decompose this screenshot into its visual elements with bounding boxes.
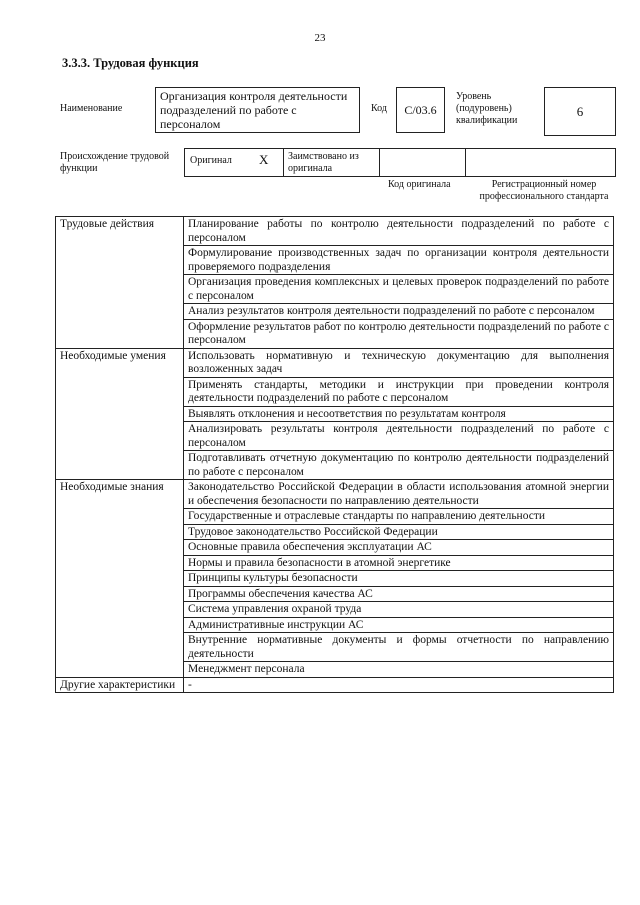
- category-cell: Трудовые действия: [56, 217, 184, 349]
- table-row: [56, 480, 614, 509]
- item-cell: Программы обеспечения качества АС: [184, 586, 614, 602]
- item-cell: Система управления охраной труда: [184, 602, 614, 618]
- item-cell: -: [184, 677, 614, 693]
- reg-number-label: Регистрационный номер профессионального стандарта: [479, 179, 609, 202]
- item-cell: Выявлять отклонения и несоответствия по результатам контроля: [184, 406, 614, 422]
- item-cell: Анализ результатов контроля деятельности подразделений по работе с персоналом: [184, 304, 614, 320]
- item-cell: Формулирование производственных задач по организации контроля деятельности проверяемого подразделения: [184, 246, 614, 275]
- item-cell: Трудовое законодательство Российской Федерации: [184, 524, 614, 540]
- item-cell: Использовать нормативную и техническую документацию для выполнения возложенных задач: [184, 348, 614, 377]
- item-cell: Государственные и отраслевые стандарты по направлению деятельности: [184, 509, 614, 525]
- code-original-label: Код оригинала: [388, 179, 451, 190]
- table-row: [56, 348, 614, 377]
- level-field: 6: [544, 87, 616, 136]
- item-cell: Планирование работы по контролю деятельности подразделений по работе с персоналом: [184, 217, 614, 246]
- code-field: С/03.6: [396, 87, 445, 133]
- item-cell: Основные правила обеспечения эксплуатации АС: [184, 540, 614, 556]
- item-cell: Применять стандарты, методики и инструкции при проведении контроля деятельности подразделений по работе с персоналом: [184, 377, 614, 406]
- function-name-field: Организация контроля деятельности подразделений по работе с персоналом: [155, 87, 360, 133]
- item-cell: Внутренние нормативные документы и формы отчетности по направлению деятельности: [184, 633, 614, 662]
- original-label: Оригинал: [190, 155, 232, 166]
- item-cell: Менеджмент персонала: [184, 662, 614, 678]
- category-cell: Необходимые умения: [56, 348, 184, 480]
- code-original-cell: [379, 148, 466, 177]
- name-label: Наименование: [60, 103, 123, 114]
- item-cell: Административные инструкции АС: [184, 617, 614, 633]
- category-cell: Другие характеристики: [56, 677, 184, 693]
- labor-function-table: [55, 216, 614, 693]
- item-cell: Анализировать результаты контроля деятельности подразделений по работе с персоналом: [184, 422, 614, 451]
- code-label: Код: [371, 103, 387, 114]
- section-title: 3.3.3. Трудовая функция: [62, 56, 199, 70]
- borrowed-label: Заимствовано из оригинала: [288, 151, 359, 174]
- item-cell: Законодательство Российской Федерации в области использования атомной энергии и обеспечения безопасности по направлению деятельности: [184, 480, 614, 509]
- reg-number-cell: [465, 148, 616, 177]
- table-row: [56, 217, 614, 246]
- item-cell: Организация проведения комплексных и целевых проверок подразделений по работе с персоналом: [184, 275, 614, 304]
- origin-label: Происхождение трудовой функции: [60, 151, 170, 174]
- category-cell: Необходимые знания: [56, 480, 184, 678]
- page-number: 23: [314, 32, 326, 44]
- item-cell: Оформление результатов работ по контролю деятельности подразделений по работе с персоналом: [184, 319, 614, 348]
- item-cell: Принципы культуры безопасности: [184, 571, 614, 587]
- table-row: [56, 677, 614, 693]
- original-mark: X: [259, 152, 269, 167]
- item-cell: Подготавливать отчетную документацию по контролю деятельности подразделений по работе с персоналом: [184, 451, 614, 480]
- level-label: Уровень (подуровень) квалификации: [456, 91, 518, 126]
- item-cell: Нормы и правила безопасности в атомной энергетике: [184, 555, 614, 571]
